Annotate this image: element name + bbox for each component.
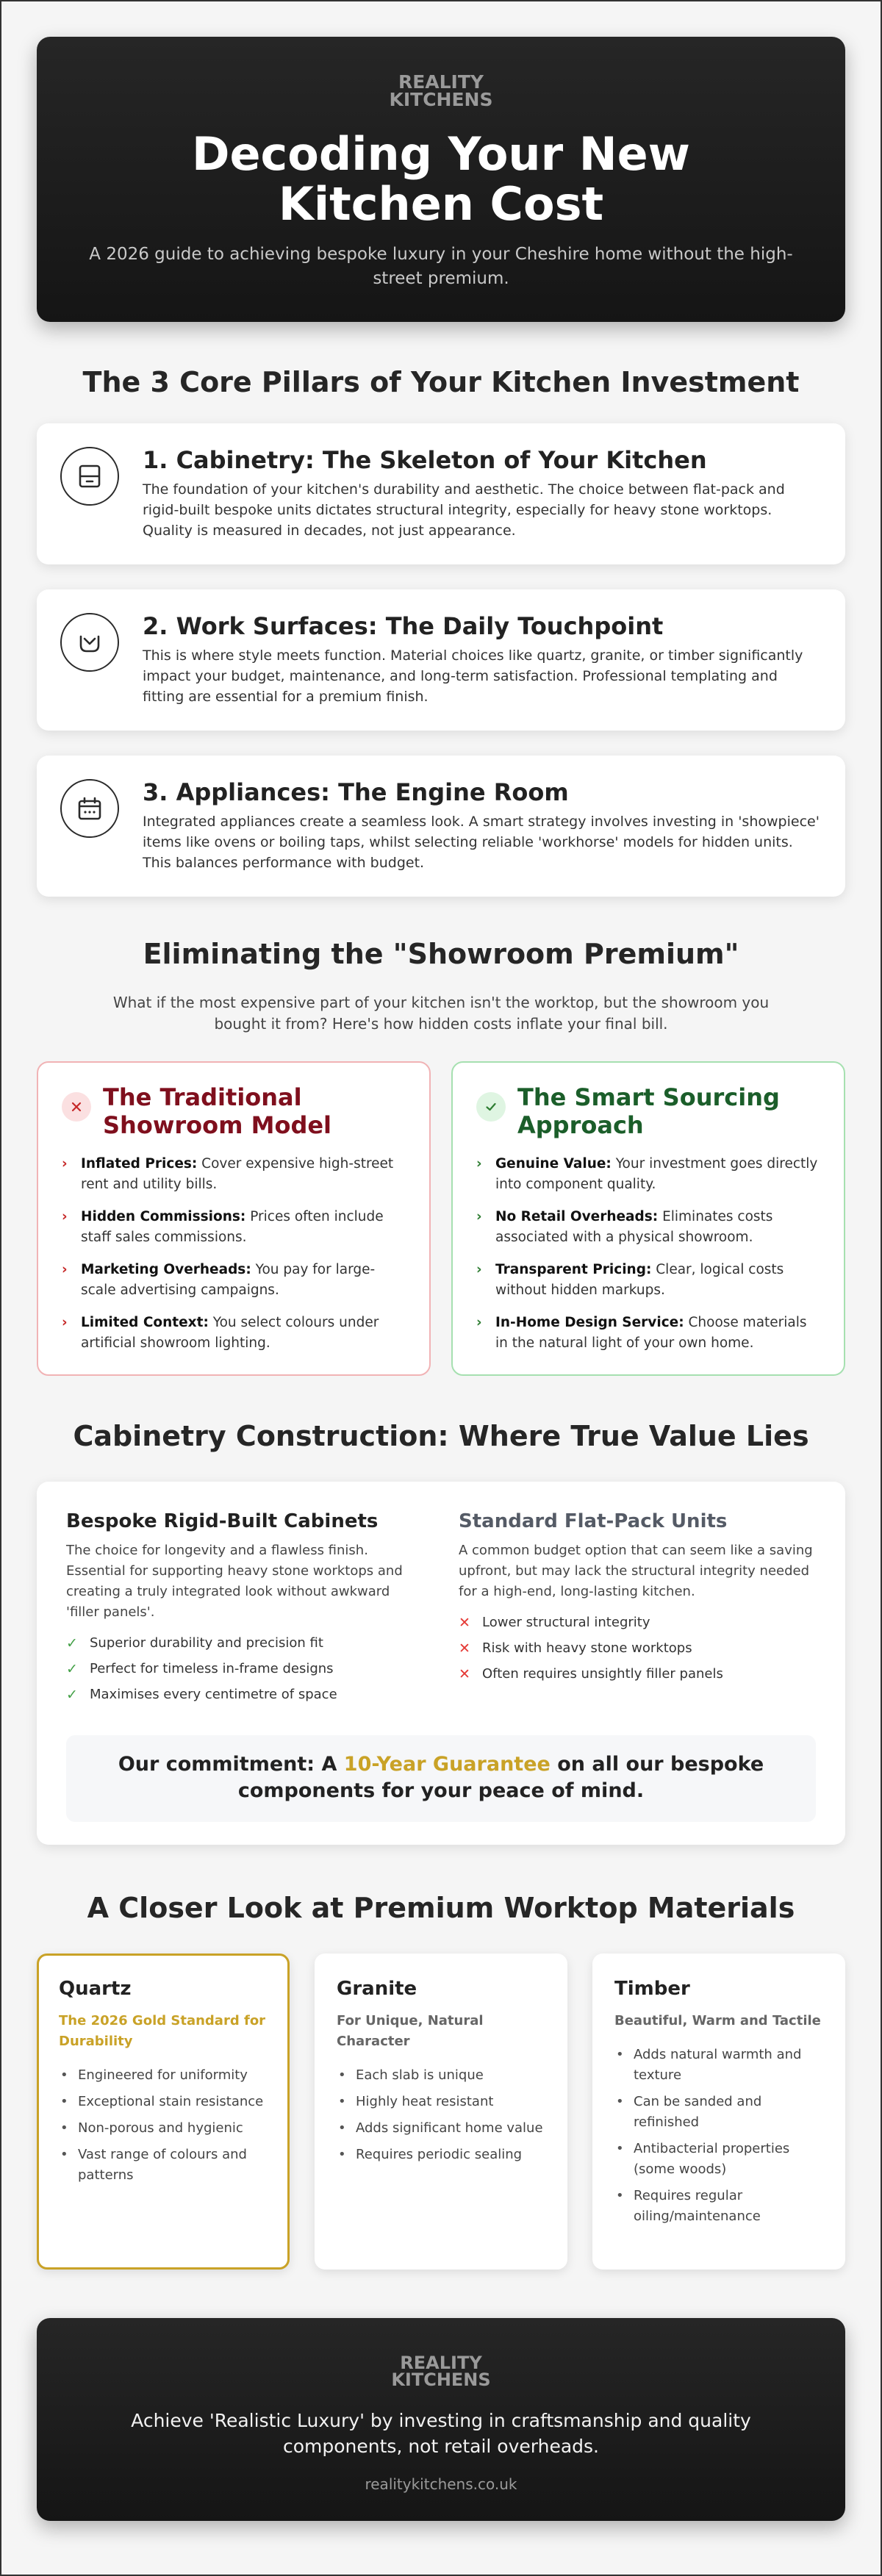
sink-icon [60, 613, 119, 672]
check-icon [476, 1092, 506, 1122]
material-subtitle: For Unique, Natural Character [337, 2013, 484, 2049]
list-item: › Hidden Commissions: Prices often include staff sales commissions. [62, 1207, 406, 1248]
traditional-title: The Traditional Showroom Model [103, 1083, 332, 1139]
footer-logo[interactable] [391, 2355, 490, 2389]
pillars-title: The 3 Core Pillars of Your Kitchen Investment [82, 366, 800, 398]
list-item: • Non-porous and hygienic [59, 2118, 268, 2139]
logo-line2: KITCHENS [391, 2369, 491, 2390]
list-item: • Requires periodic sealing [337, 2145, 545, 2165]
list-item: • Adds natural warmth and texture [614, 2045, 823, 2086]
list-item: • Vast range of colours and patterns [59, 2145, 268, 2186]
worktops-section [37, 1892, 845, 2270]
comparison-row [37, 1061, 845, 1376]
cross-icon: ✕ [459, 1666, 470, 1682]
list-item: ✕ Risk with heavy stone worktops [459, 1638, 816, 1659]
smart-list [476, 1154, 820, 1354]
list-item: › Limited Context: You select colours under artificial showroom lighting. [62, 1313, 406, 1354]
cross-icon: ✕ [459, 1615, 470, 1631]
list-item: › Transparent Pricing: Clear, logical costs without hidden markups. [476, 1260, 820, 1301]
check-icon: ✓ [66, 1635, 78, 1651]
pillar-card-cabinetry [37, 423, 845, 564]
cabinetry-section [37, 1420, 845, 1845]
list-item: • Each slab is unique [337, 2065, 545, 2086]
list-item: • Requires regular oiling/maintenance [614, 2186, 823, 2227]
bespoke-title: Bespoke Rigid-Built Cabinets [66, 1510, 379, 1532]
logo-line1: REALITY [398, 71, 484, 93]
bespoke-text: The choice for longevity and a flawless finish. Essential for supporting heavy stone worktops and creating a truly integrated look without awkward 'filler panels'. [66, 1543, 403, 1620]
cabinetry-card [37, 1482, 845, 1845]
pillar-card-work-surfaces [37, 589, 845, 731]
footer-tagline: Achieve 'Realistic Luxury' by investing in craftsmanship and quality components, not retail overheads. [131, 2410, 751, 2457]
page-title: Decoding Your New Kitchen Cost [192, 127, 690, 231]
material-name: Quartz [59, 1978, 132, 2000]
pillar-text: This is where style meets function. Material choices like quartz, granite, or timber significantly impact your budget, maintenance, and long-term satisfaction. Professional templating and fitting are essential for a premium finish. [143, 647, 803, 705]
cabinetry-title: Cabinetry Construction: Where True Value Lies [73, 1420, 809, 1452]
chevron-right-icon: › [476, 1262, 482, 1277]
pillar-text: Integrated appliances create a seamless look. A smart strategy involves investing in 'showpiece' items like ovens or boiling taps, whilst selecting reliable 'workhorse' models for hidden units. This balances performance with budget. [143, 814, 820, 871]
traditional-model-card [37, 1061, 431, 1376]
flatpack-text: A common budget option that can seem like a saving upfront, but may lack the structural integrity needed for a high-end, long-lasting kitchen. [459, 1543, 813, 1599]
material-card-granite [315, 1953, 567, 2270]
list-item: › No Retail Overheads: Eliminates costs associated with a physical showroom. [476, 1207, 820, 1248]
list-item: • Antibacterial properties (some woods) [614, 2139, 823, 2180]
chevron-right-icon: › [62, 1156, 68, 1172]
list-item: ✓ Superior durability and precision fit [66, 1633, 423, 1654]
traditional-list [62, 1154, 406, 1354]
pillar-title: 2. Work Surfaces: The Daily Touchpoint [143, 612, 664, 640]
material-name: Timber [614, 1978, 690, 2000]
list-item: • Engineered for uniformity [59, 2065, 268, 2086]
cross-icon: ✕ [459, 1640, 470, 1657]
hero-banner [37, 37, 845, 322]
website-link[interactable]: realitykitchens.co.uk [365, 2475, 517, 2493]
chevron-right-icon: › [62, 1209, 68, 1224]
list-item: ✕ Lower structural integrity [459, 1612, 816, 1633]
material-card-timber [592, 1953, 845, 2270]
logo-line2: KITCHENS [389, 89, 493, 110]
material-name: Granite [337, 1978, 417, 2000]
oven-icon [60, 779, 119, 838]
logo-line1: REALITY [400, 2353, 482, 2373]
worktops-title: A Closer Look at Premium Worktop Materials [87, 1892, 795, 1924]
chevron-right-icon: › [476, 1156, 482, 1172]
check-icon: ✓ [66, 1687, 78, 1703]
page [37, 1, 845, 2521]
list-item: › In-Home Design Service: Choose materials in the natural light of your own home. [476, 1313, 820, 1354]
footer-banner [37, 2318, 845, 2521]
chevron-right-icon: › [62, 1315, 68, 1330]
pillar-title: 3. Appliances: The Engine Room [143, 778, 569, 806]
guarantee-highlight: 10-Year Guarantee [343, 1753, 551, 1776]
showroom-intro: What if the most expensive part of your kitchen isn't the worktop, but the showroom you bought it from? Here's how hidden costs inflate your final bill. [112, 994, 770, 1033]
check-icon: ✓ [66, 1661, 78, 1677]
list-item: • Highly heat resistant [337, 2092, 545, 2112]
smart-sourcing-card [451, 1061, 845, 1376]
smart-title: The Smart Sourcing Approach [517, 1083, 780, 1139]
brand-logo[interactable] [389, 73, 492, 109]
showroom-section [37, 938, 845, 1376]
list-item: ✕ Often requires unsightly filler panels [459, 1664, 816, 1685]
materials-row [37, 1953, 845, 2270]
list-item: • Adds significant home value [337, 2118, 545, 2139]
hero-subtitle: A 2026 guide to achieving bespoke luxury in your Cheshire home without the high-street premium. [89, 245, 793, 288]
list-item: › Inflated Prices: Cover expensive high-street rent and utility bills. [62, 1154, 406, 1195]
chevron-right-icon: › [476, 1209, 482, 1224]
pillars-section [37, 366, 845, 897]
cabinet-icon [60, 447, 119, 506]
pillar-text: The foundation of your kitchen's durability and aesthetic. The choice between flat-pack and rigid-built bespoke units dictates structural integrity, especially for heavy stone worktops. Quality is measured in decades, not just appearance. [143, 481, 785, 539]
list-item: › Marketing Overheads: You pay for large-scale advertising campaigns. [62, 1260, 406, 1301]
list-item: › Genuine Value: Your investment goes directly into component quality. [476, 1154, 820, 1195]
chevron-right-icon: › [476, 1315, 482, 1330]
list-item: ✓ Maximises every centimetre of space [66, 1685, 423, 1705]
showroom-title: Eliminating the "Showroom Premium" [143, 938, 739, 970]
list-item: ✓ Perfect for timeless in-frame designs [66, 1659, 423, 1679]
bespoke-column [66, 1510, 423, 1710]
flatpack-title: Standard Flat-Pack Units [459, 1510, 728, 1532]
list-item: • Exceptional stain resistance [59, 2092, 268, 2112]
material-subtitle: The 2026 Gold Standard for Durability [59, 2013, 266, 2049]
material-card-quartz [37, 1953, 290, 2270]
pillar-title: 1. Cabinetry: The Skeleton of Your Kitchen [143, 446, 707, 474]
guarantee-banner: Our commitment: A 10-Year Guarantee on all our bespoke components for your peace of mind. [66, 1735, 816, 1822]
pillar-card-appliances [37, 756, 845, 897]
chevron-right-icon: › [62, 1262, 68, 1277]
flatpack-column [459, 1510, 816, 1710]
material-subtitle: Beautiful, Warm and Tactile [614, 2013, 821, 2028]
list-item: • Can be sanded and refinished [614, 2092, 823, 2133]
cross-icon [62, 1092, 91, 1122]
